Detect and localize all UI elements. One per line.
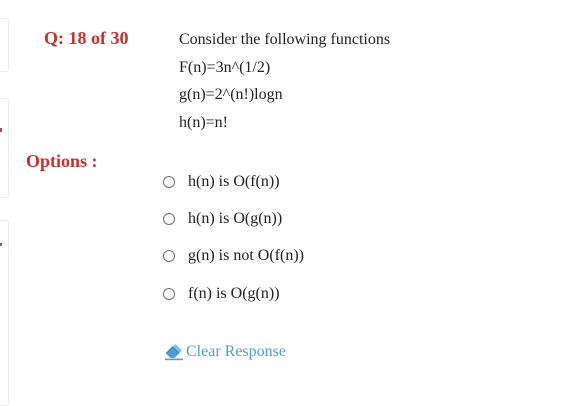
option-3[interactable]	[163, 238, 304, 275]
option-1[interactable]	[163, 163, 304, 200]
left-panel-edge	[0, 18, 9, 72]
radio-button[interactable]	[163, 213, 175, 225]
option-text: h(n) is O(f(n))	[188, 172, 280, 190]
clear-response-label: Clear Response	[186, 343, 286, 360]
eraser-icon	[163, 343, 185, 361]
question-line: F(n)=3n^(1/2)	[179, 58, 271, 76]
left-panel-edge	[0, 98, 9, 198]
option-text: g(n) is not O(f(n))	[188, 247, 304, 265]
question-line: Consider the following functions	[179, 31, 391, 48]
radio-button[interactable]	[163, 176, 175, 188]
radio-button[interactable]	[163, 288, 175, 300]
question-text	[179, 31, 390, 141]
options-label: Options :	[26, 151, 98, 171]
option-text: h(n) is O(g(n))	[188, 209, 283, 227]
option-2[interactable]	[163, 200, 304, 237]
left-edge-marker	[0, 128, 2, 132]
question-line: h(n)=n!	[179, 113, 229, 131]
options-list	[163, 163, 304, 312]
left-edge-marker	[0, 243, 2, 246]
question-line: g(n)=2^(n!)logn	[179, 86, 283, 103]
question-number: Q: 18 of 30	[44, 28, 129, 48]
clear-response-button[interactable]	[163, 343, 286, 361]
option-4[interactable]	[163, 275, 304, 312]
radio-button[interactable]	[163, 250, 175, 262]
left-panel-edge	[0, 220, 9, 406]
option-text: f(n) is O(g(n))	[188, 284, 280, 302]
